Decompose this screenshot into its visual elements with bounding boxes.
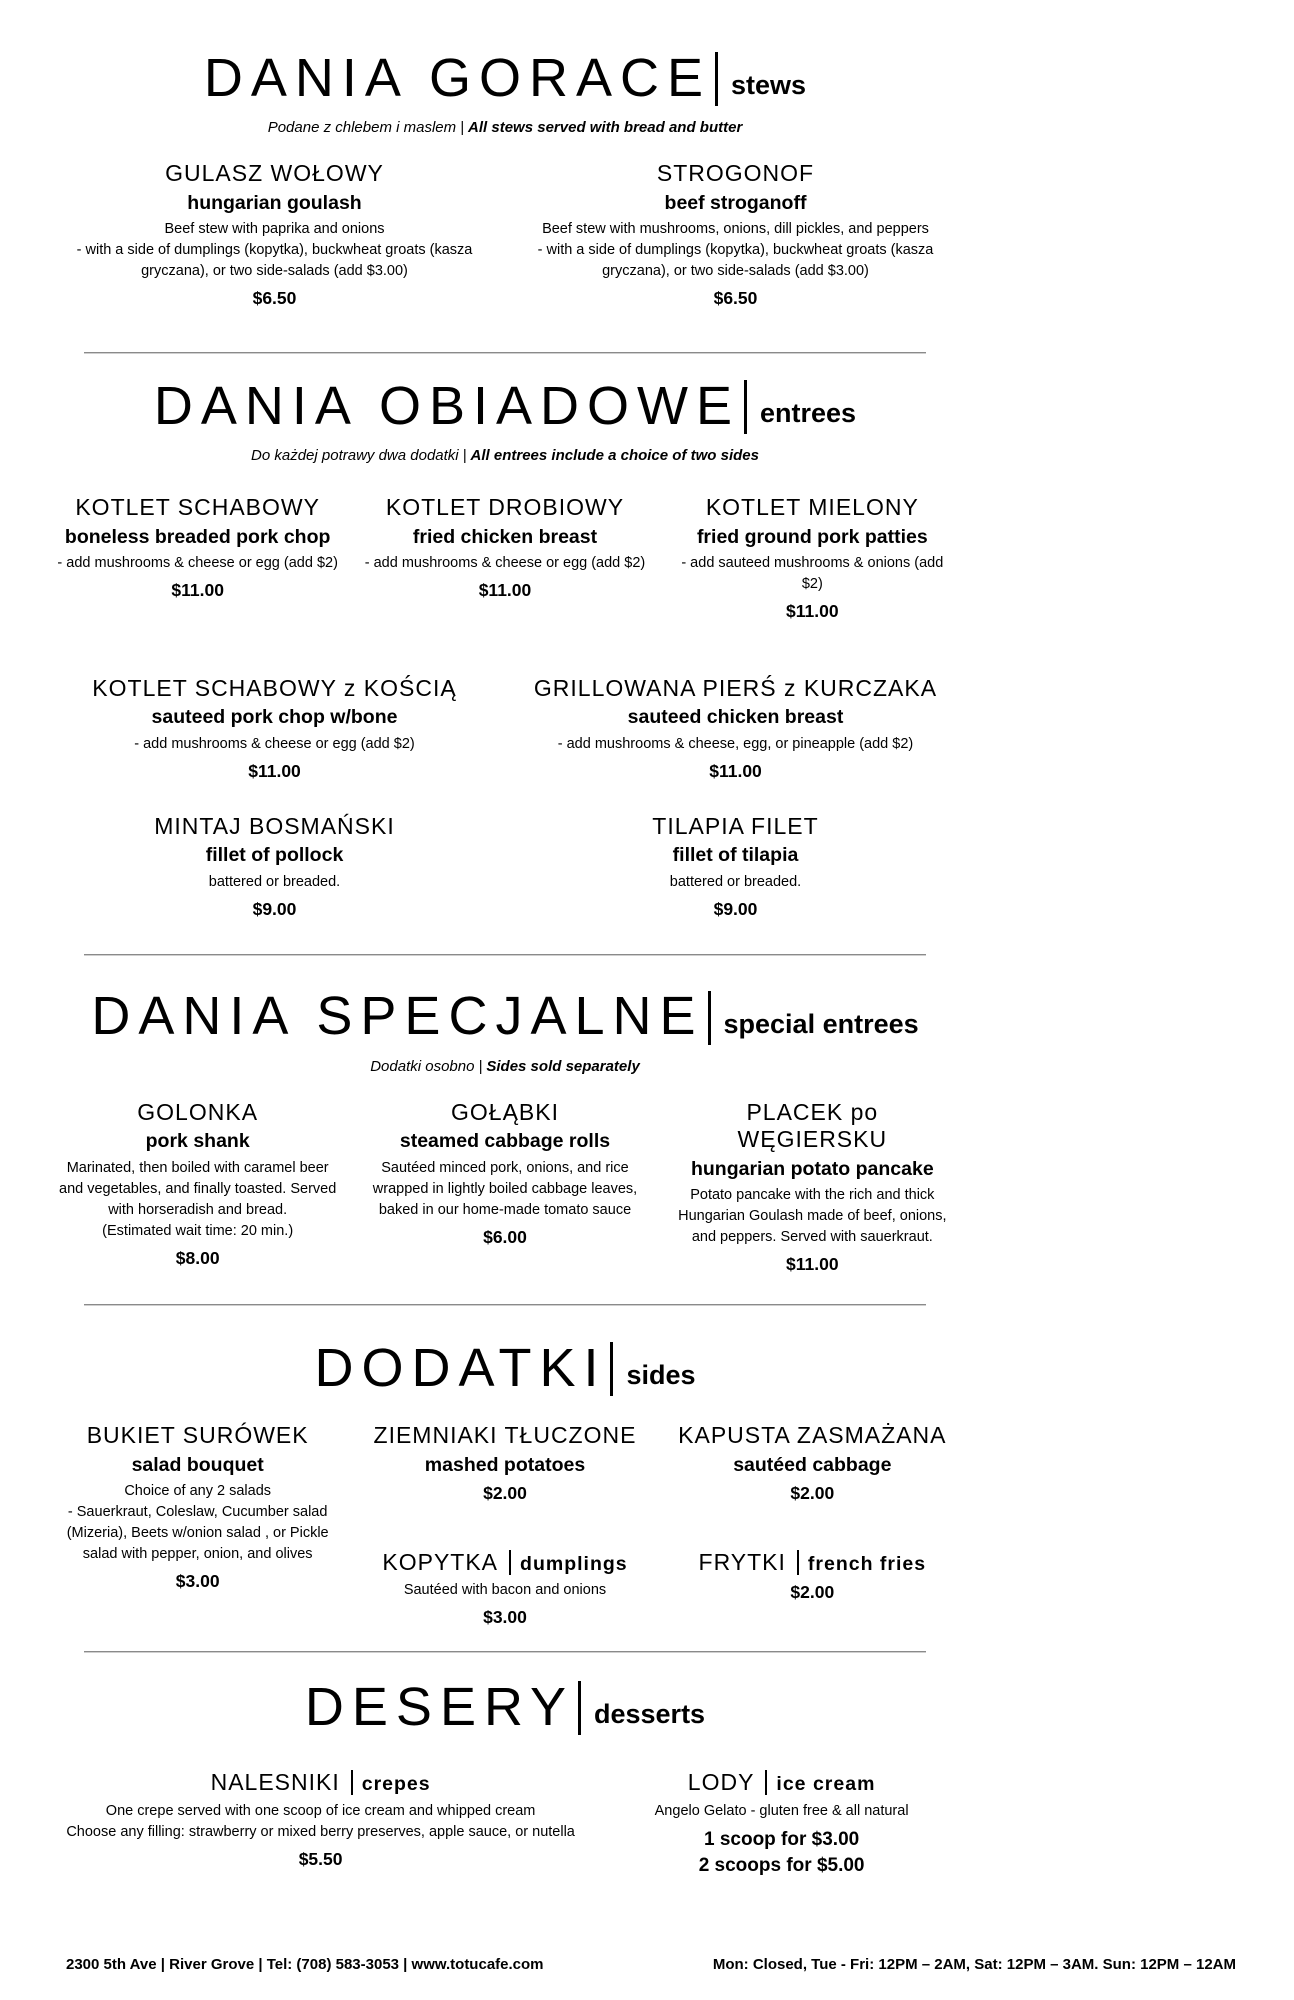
- title-divider-bar: [610, 1342, 613, 1396]
- section-title-polish: DANIA OBIADOWE: [153, 375, 741, 436]
- item-description: Marinated, then boiled with caramel beer and vegetables, and finally toasted. Served with horseradish and bread. (Estimated wait time: 20 min.): [59, 1159, 337, 1239]
- item-name-english: pork shank: [145, 1130, 250, 1153]
- menu-item-bukiet-surowek: [44, 1422, 351, 1593]
- item-price-option-1: 1 scoop for $3.00: [703, 1828, 860, 1850]
- menu-item-placek-po-wegiersku: [659, 1099, 966, 1276]
- item-price: $2.00: [483, 1483, 527, 1504]
- item-price-option-2: 2 scoops for $5.00: [698, 1854, 865, 1876]
- title-divider-bar: [578, 1681, 581, 1735]
- item-price: $6.50: [252, 288, 297, 309]
- section-note: Podane z chlebem i maslem | All stews served with bread and butter: [267, 119, 743, 137]
- item-price: $8.00: [175, 1247, 220, 1268]
- section-title-polish: DANIA GORACE: [203, 48, 712, 108]
- item-name-english: sauteed pork chop w/bone: [151, 706, 398, 729]
- item-name-english: fried ground pork patties: [696, 525, 928, 548]
- item-price: $11.00: [171, 580, 224, 601]
- menu-item-frytki: [659, 1549, 966, 1604]
- item-name-polish: KOTLET SCHABOWY z KOŚCIĄ: [92, 674, 457, 701]
- item-description: Potato pancake with the rich and thick Hungarian Goulash made of beef, onions, and peppers. Served with sauerkraut.: [678, 1187, 947, 1246]
- item-description: Sautéed with bacon and onions: [403, 1582, 607, 1599]
- section-title-english: sides: [626, 1360, 696, 1391]
- item-name-polish: KOTLET DROBIOWY: [385, 494, 625, 521]
- item-name-polish: GOŁĄBKI: [451, 1098, 559, 1125]
- menu-item-gulasz-wolowy: [44, 160, 505, 310]
- item-name-polish: KOTLET MIELONY: [705, 494, 919, 521]
- menu-item-kotlet-schabowy-z-koscia: [44, 675, 505, 783]
- section-desserts-title: [44, 1677, 966, 1738]
- item-price: $11.00: [248, 760, 301, 781]
- section-sides: [44, 1306, 966, 1629]
- item-name-polish: ZIEMNIAKI TŁUCZONE: [373, 1422, 637, 1449]
- menu-item-grillowana-piers: [505, 675, 966, 783]
- item-name-polish: MINTAJ BOSMAŃSKI: [154, 812, 395, 839]
- note-separator: |: [478, 1057, 483, 1075]
- entrees-row-2: [44, 675, 966, 783]
- note-separator: |: [460, 119, 465, 137]
- item-description: Angelo Gelato - gluten free & all natural: [654, 1802, 909, 1819]
- item-description: - add mushrooms & cheese, egg, or pineapple (add $2): [557, 735, 914, 752]
- item-name-english: salad bouquet: [131, 1453, 264, 1476]
- item-description: Beef stew with mushrooms, onions, dill pickles, and peppers - with a side of dumplings (kopytka), buckwheat groats (kasza gryczana), or two side-salads (add $3.00): [537, 221, 934, 280]
- item-name-english: fried chicken breast: [412, 525, 598, 548]
- item-description: - add mushrooms & cheese or egg (add $2): [364, 555, 646, 572]
- item-name-english: sauteed chicken breast: [627, 706, 844, 729]
- item-name-polish: NALESNIKI: [210, 1769, 340, 1796]
- section-special-title: [44, 986, 966, 1047]
- item-description: Choice of any 2 salads - Sauerkraut, Coleslaw, Cucumber salad (Mizeria), Beets w/onion salad , or Pickle salad with pepper, onion, and olives: [66, 1483, 329, 1563]
- section-title-polish: DANIA SPECJALNE: [91, 986, 704, 1047]
- item-price: $11.00: [478, 580, 532, 601]
- item-price: $3.00: [483, 1607, 527, 1628]
- name-divider-bar: [797, 1550, 799, 1575]
- footer: [0, 1956, 1294, 1973]
- entrees-row-1: [44, 494, 966, 623]
- item-description: Sautéed minced pork, onions, and rice wrapped in lightly boiled cabbage leaves, baked in our home-made tomato sauce: [372, 1159, 638, 1218]
- desserts-row: [44, 1769, 966, 1878]
- name-divider-bar: [765, 1770, 767, 1795]
- menu-item-ziemniaki-tluczone: [351, 1422, 658, 1505]
- item-name-english: boneless breaded pork chop: [64, 525, 331, 548]
- title-divider-bar: [715, 52, 718, 106]
- menu-item-kotlet-mielony: [659, 494, 966, 623]
- sides-row: [44, 1422, 966, 1629]
- item-description: One crepe served with one scoop of ice cream and whipped cream Choose any filling: strawberry or mixed berry preserves, apple sauce, or nutella: [66, 1802, 575, 1840]
- item-price: $6.00: [483, 1226, 527, 1247]
- menu-item-golabki: [351, 1099, 658, 1276]
- menu-item-kopytka: [351, 1549, 658, 1629]
- section-title-english: special entrees: [723, 1008, 919, 1039]
- section-special-entrees: [44, 956, 966, 1276]
- item-price: $6.50: [713, 288, 758, 309]
- name-divider-bar: [351, 1770, 353, 1795]
- desserts-column-2: [597, 1769, 966, 1878]
- item-name-english: ice cream: [776, 1773, 876, 1796]
- menu-item-tilapia-filet: [505, 813, 966, 921]
- section-stews-title: [44, 50, 966, 106]
- item-name-english: french fries: [807, 1552, 927, 1575]
- section-note: Do każdej potrawy dwa dodatki | All entrees include a choice of two sides: [251, 447, 759, 465]
- title-divider-bar: [708, 991, 711, 1045]
- item-name-english: beef stroganoff: [664, 191, 807, 214]
- item-price: $11.00: [786, 601, 839, 622]
- note-separator: |: [462, 447, 467, 465]
- special-row: [44, 1099, 966, 1276]
- item-name-polish: KAPUSTA ZASMAŻANA: [678, 1422, 947, 1449]
- menu-content: [44, 0, 966, 1878]
- menu-item-kotlet-schabowy: [44, 494, 351, 623]
- section-title-english: stews: [731, 70, 807, 101]
- item-name-english: steamed cabbage rolls: [399, 1130, 611, 1153]
- desserts-column-1: [44, 1769, 597, 1878]
- item-name-polish: BUKIET SURÓWEK: [86, 1422, 309, 1449]
- item-price: $2.00: [790, 1483, 835, 1504]
- sides-column-2: [351, 1422, 658, 1629]
- name-divider-bar: [509, 1550, 511, 1575]
- item-name-english: sautéed cabbage: [733, 1453, 892, 1476]
- section-title-english: desserts: [594, 1699, 706, 1730]
- footer-address: 2300 5th Ave | River Grove | Tel: (708) 583-3053 | www.totucafe.com: [66, 1956, 544, 1973]
- item-name-polish: PLACEK po WĘGIERSKU: [737, 1098, 888, 1153]
- section-title-polish: DODATKI: [314, 1337, 607, 1398]
- menu-item-kapusta-zasmazana: [659, 1422, 966, 1505]
- menu-item-strogonof: [505, 160, 966, 310]
- section-desserts: [44, 1653, 966, 1878]
- item-name-polish: GRILLOWANA PIERŚ z KURCZAKA: [533, 674, 938, 701]
- entrees-row-3: [44, 813, 966, 921]
- menu-item-golonka: [44, 1099, 351, 1276]
- section-title-polish: DESERY: [304, 1677, 574, 1738]
- item-description: battered or breaded.: [208, 873, 341, 890]
- item-name-english: hungarian potato pancake: [690, 1157, 934, 1180]
- footer-hours: Mon: Closed, Tue - Fri: 12PM – 2AM, Sat: 12PM – 3AM. Sun: 12PM – 12AM: [712, 1956, 1236, 1973]
- item-name-polish: TILAPIA FILET: [652, 812, 819, 839]
- item-name-polish: STROGONOF: [656, 160, 815, 187]
- item-name-english: hungarian goulash: [187, 191, 362, 214]
- stews-row: [44, 160, 966, 310]
- item-price: $3.00: [175, 1571, 220, 1592]
- menu-item-mintaj-bosmanski: [44, 813, 505, 921]
- item-description: Beef stew with paprika and onions - with a side of dumplings (kopytka), buckwheat groats (kasza gryczana), or two side-salads (add $3.00): [76, 221, 473, 280]
- menu-item-kotlet-drobiowy: [351, 494, 658, 623]
- item-name-english: dumplings: [520, 1552, 628, 1575]
- item-name-english: fillet of tilapia: [672, 844, 799, 867]
- item-description: - add mushrooms & cheese or egg (add $2): [134, 735, 415, 752]
- item-name-polish: KOTLET SCHABOWY: [75, 494, 320, 521]
- item-name-polish: FRYTKI: [698, 1548, 786, 1575]
- menu-item-lody: [597, 1769, 966, 1878]
- section-entrees: [44, 354, 966, 920]
- item-price: $9.00: [713, 898, 758, 919]
- sides-column-1: [44, 1422, 351, 1629]
- item-description: battered or breaded.: [669, 873, 802, 890]
- item-price: $2.00: [790, 1582, 835, 1603]
- item-price: $11.00: [786, 1254, 839, 1275]
- item-description: - add sauteed mushrooms & onions (add $2): [681, 555, 944, 593]
- item-price: $5.50: [298, 1848, 343, 1869]
- section-sides-title: [44, 1337, 966, 1398]
- item-price: $11.00: [709, 760, 762, 781]
- title-divider-bar: [744, 380, 747, 434]
- item-name-english: crepes: [361, 1773, 431, 1796]
- section-note: Dodatki osobno | Sides sold separately: [370, 1057, 640, 1075]
- sides-column-3: [659, 1422, 966, 1629]
- item-name-english: fillet of pollock: [205, 844, 344, 867]
- item-name-combined: [52, 1769, 589, 1797]
- item-name-combined: [359, 1549, 650, 1577]
- item-name-english: mashed potatoes: [424, 1453, 586, 1476]
- item-price: $9.00: [252, 898, 297, 919]
- menu-item-nalesniki: [44, 1769, 597, 1870]
- item-name-combined: [605, 1769, 958, 1797]
- item-name-combined: [667, 1549, 958, 1577]
- item-name-polish: LODY: [687, 1769, 755, 1796]
- section-stews: [44, 0, 966, 310]
- section-title-english: entrees: [760, 398, 857, 429]
- item-name-polish: GULASZ WOŁOWY: [165, 160, 384, 187]
- item-name-polish: GOLONKA: [137, 1098, 259, 1125]
- item-description: - add mushrooms & cheese or egg (add $2): [57, 555, 338, 572]
- section-entrees-title: [44, 375, 966, 436]
- item-name-polish: KOPYTKA: [382, 1548, 499, 1575]
